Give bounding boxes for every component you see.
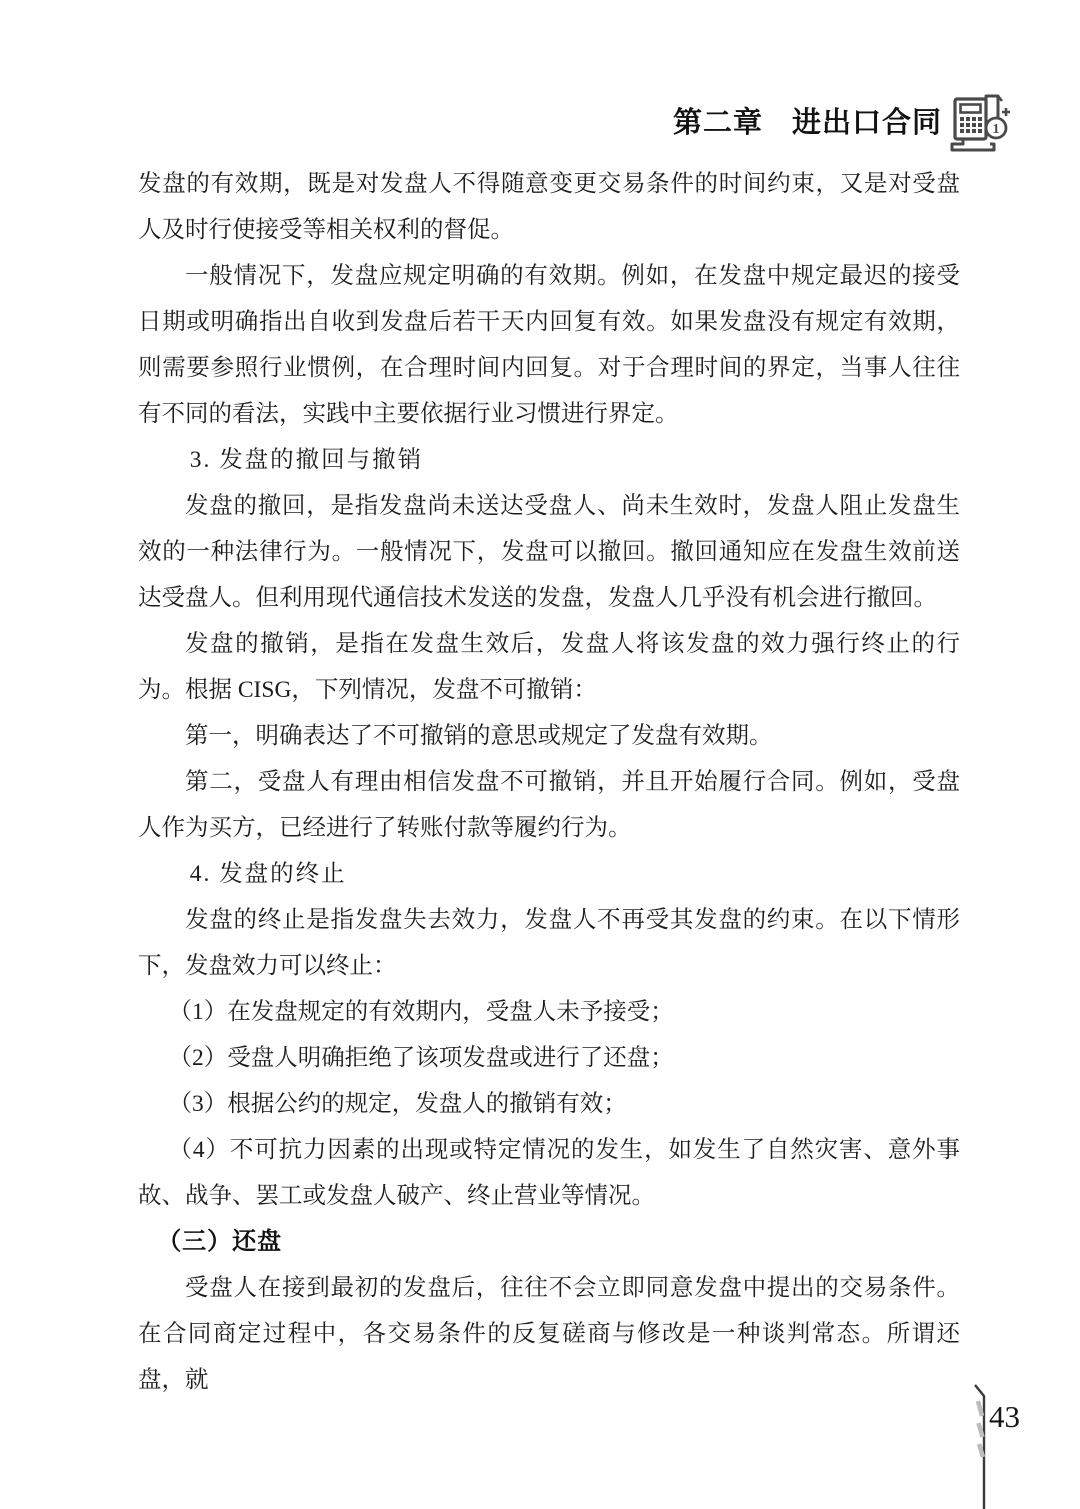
paragraph: 一般情况下，发盘应规定明确的有效期。例如，在发盘中规定最迟的接受日期或明确指出自收到发盘后若干天内回复有效。如果发盘没有规定有效期，则需要参照行业惯例，在合理时间内回复。对于合理时间的界定，当事人往往有不同的看法，实践中主要依据行业习惯进行界定。: [138, 263, 960, 427]
paragraph: 发盘的撤回，是指发盘尚未送达受盘人、尚未生效时，发盘人阻止发盘生效的一种法律行为。一般情况下，发盘可以撤回。撤回通知应在发盘生效前送达受盘人。但利用现代通信技术发送的发盘，发盘人几乎没有机会进行撤回。: [138, 493, 960, 611]
invoice-machine-icon: [950, 92, 1012, 154]
page-number: 43: [989, 1399, 1020, 1434]
page-body-text: [138, 161, 960, 1403]
paragraph: 发盘的终止是指发盘失去效力，发盘人不再受其发盘的约束。在以下情形下，发盘效力可以终止：: [138, 907, 960, 979]
paragraph: 发盘的有效期，既是对发盘人不得随意变更交易条件的时间约束，又是对受盘人及时行使接受等相关权利的督促。: [138, 171, 960, 243]
list-item: （3）根据公约的规定，发盘人的撤销有效；: [168, 1091, 627, 1117]
chapter-title: [673, 93, 942, 153]
paragraph: 发盘的撤销，是指在发盘生效后，发盘人将该发盘的效力强行终止的行为。根据 CISG，下列情况，发盘不可撤销：: [138, 631, 960, 703]
chapter-number: 第二章: [672, 107, 763, 139]
sub-heading: 4. 发盘的终止: [189, 861, 347, 887]
paragraph: 受盘人在接到最初的发盘后，往往不会立即同意发盘中提出的交易条件。在合同商定过程中，各交易条件的反复磋商与修改是一种谈判常态。所谓还盘，就: [138, 1275, 960, 1393]
section-heading: （三）还盘: [157, 1228, 283, 1255]
paragraph: 第二，受盘人有理由相信发盘不可撤销，并且开始履行合同。例如，受盘人作为买方，已经进行了转账付款等履约行为。: [138, 769, 960, 841]
page-corner-ornament: [948, 1378, 1038, 1509]
list-item: （1）在发盘规定的有效期内，受盘人未予接受；: [168, 999, 674, 1025]
page-header: [673, 92, 1012, 154]
list-item: （4）不可抗力因素的出现或特定情况的发生，如发生了自然灾害、意外事故、战争、罢工或发盘人破产、终止营业等情况。: [138, 1137, 960, 1209]
sub-heading: 3. 发盘的撤回与撤销: [189, 447, 424, 473]
chapter-name: 进出口合同: [791, 107, 942, 139]
list-item: （2）受盘人明确拒绝了该项发盘或进行了还盘；: [168, 1045, 674, 1071]
paragraph: 第一，明确表达了不可撤销的意思或规定了发盘有效期。: [185, 723, 773, 749]
svg-text:1: 1: [992, 122, 1000, 137]
